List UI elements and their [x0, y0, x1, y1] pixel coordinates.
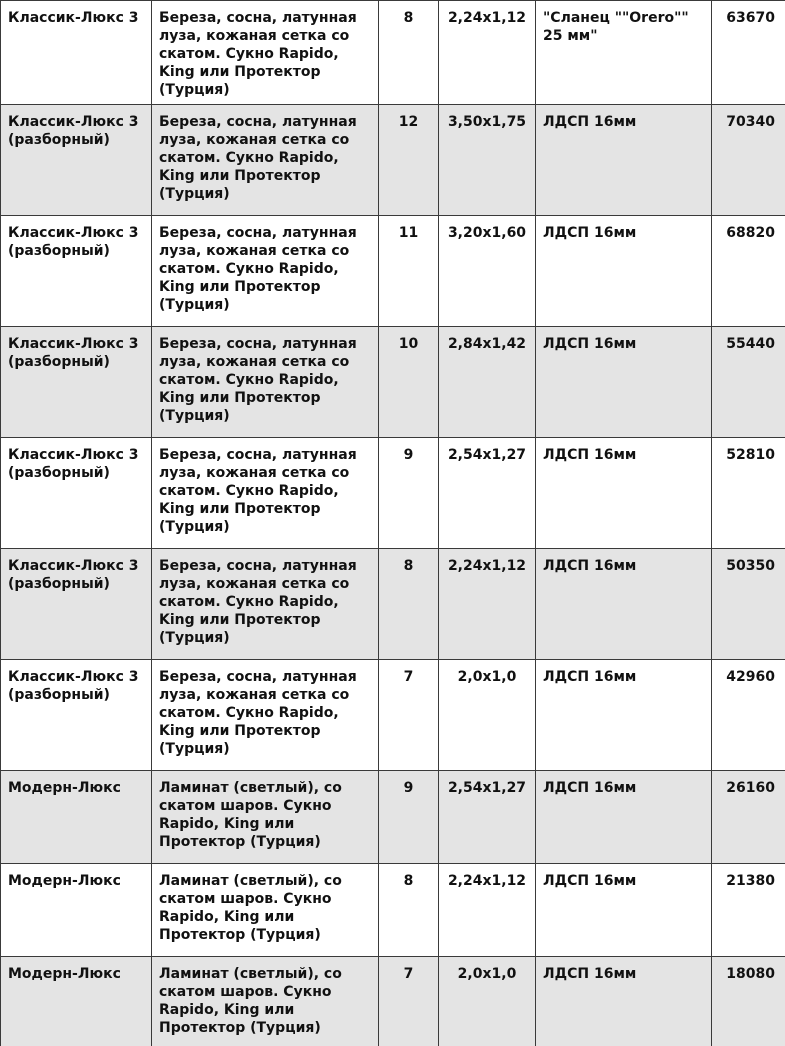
price-table-body — [1, 1, 785, 1046]
slate-cell: ЛДСП 16мм — [536, 438, 712, 549]
slate-cell: ЛДСП 16мм — [536, 864, 712, 957]
slate-cell: "Сланец ""Orero"" 25 мм" — [536, 1, 712, 105]
model-cell: Классик-Люкс 3 — [1, 1, 152, 105]
slate-cell: ЛДСП 16мм — [536, 105, 712, 216]
price-cell: 18080 — [712, 957, 785, 1046]
price-cell: 21380 — [712, 864, 785, 957]
material-cell: Ламинат (светлый), со скатом шаров. Сукно Rapido, King или Протектор (Турция) — [152, 771, 379, 864]
table-row — [1, 864, 785, 957]
model-cell: Классик-Люкс 3 (разборный) — [1, 438, 152, 549]
size-ft-cell: 7 — [379, 660, 439, 771]
model-cell: Модерн-Люкс — [1, 864, 152, 957]
dimensions-cell: 3,50x1,75 — [439, 105, 536, 216]
material-cell: Ламинат (светлый), со скатом шаров. Сукно Rapido, King или Протектор (Турция) — [152, 864, 379, 957]
table-row — [1, 216, 785, 327]
dimensions-cell: 2,0x1,0 — [439, 957, 536, 1046]
dimensions-cell: 2,54x1,27 — [439, 438, 536, 549]
material-cell: Береза, сосна, латунная луза, кожаная сетка со скатом. Сукно Rapido, King или Протектор (Турция) — [152, 327, 379, 438]
model-cell: Классик-Люкс 3 (разборный) — [1, 105, 152, 216]
size-ft-cell: 7 — [379, 957, 439, 1046]
table-row — [1, 660, 785, 771]
model-cell: Классик-Люкс 3 (разборный) — [1, 549, 152, 660]
size-ft-cell: 9 — [379, 771, 439, 864]
size-ft-cell: 12 — [379, 105, 439, 216]
dimensions-cell: 2,84x1,42 — [439, 327, 536, 438]
price-cell: 68820 — [712, 216, 785, 327]
slate-cell: ЛДСП 16мм — [536, 327, 712, 438]
model-cell: Модерн-Люкс — [1, 957, 152, 1046]
slate-cell: ЛДСП 16мм — [536, 957, 712, 1046]
material-cell: Береза, сосна, латунная луза, кожаная сетка со скатом. Сукно Rapido, King или Протектор (Турция) — [152, 216, 379, 327]
table-row — [1, 1, 785, 105]
model-cell: Классик-Люкс 3 (разборный) — [1, 660, 152, 771]
dimensions-cell: 3,20x1,60 — [439, 216, 536, 327]
size-ft-cell: 8 — [379, 864, 439, 957]
dimensions-cell: 2,0x1,0 — [439, 660, 536, 771]
price-cell: 55440 — [712, 327, 785, 438]
model-cell: Модерн-Люкс — [1, 771, 152, 864]
dimensions-cell: 2,24x1,12 — [439, 1, 536, 105]
table-row — [1, 438, 785, 549]
size-ft-cell: 8 — [379, 1, 439, 105]
size-ft-cell: 11 — [379, 216, 439, 327]
dimensions-cell: 2,54x1,27 — [439, 771, 536, 864]
material-cell: Береза, сосна, латунная луза, кожаная сетка со скатом. Сукно Rapido, King или Протектор (Турция) — [152, 105, 379, 216]
price-cell: 50350 — [712, 549, 785, 660]
material-cell: Ламинат (светлый), со скатом шаров. Сукно Rapido, King или Протектор (Турция) — [152, 957, 379, 1046]
material-cell: Береза, сосна, латунная луза, кожаная сетка со скатом. Сукно Rapido, King или Протектор (Турция) — [152, 438, 379, 549]
table-row — [1, 549, 785, 660]
table-row — [1, 105, 785, 216]
model-cell: Классик-Люкс 3 (разборный) — [1, 327, 152, 438]
price-cell: 63670 — [712, 1, 785, 105]
table-row — [1, 957, 785, 1046]
table-row — [1, 771, 785, 864]
size-ft-cell: 10 — [379, 327, 439, 438]
price-cell: 70340 — [712, 105, 785, 216]
dimensions-cell: 2,24x1,12 — [439, 864, 536, 957]
dimensions-cell: 2,24x1,12 — [439, 549, 536, 660]
material-cell: Береза, сосна, латунная луза, кожаная сетка со скатом. Сукно Rapido, King или Протектор (Турция) — [152, 549, 379, 660]
size-ft-cell: 9 — [379, 438, 439, 549]
material-cell: Береза, сосна, латунная луза, кожаная сетка со скатом. Сукно Rapido, King или Протектор (Турция) — [152, 660, 379, 771]
size-ft-cell: 8 — [379, 549, 439, 660]
model-cell: Классик-Люкс 3 (разборный) — [1, 216, 152, 327]
price-cell: 42960 — [712, 660, 785, 771]
slate-cell: ЛДСП 16мм — [536, 660, 712, 771]
slate-cell: ЛДСП 16мм — [536, 216, 712, 327]
price-cell: 26160 — [712, 771, 785, 864]
slate-cell: ЛДСП 16мм — [536, 771, 712, 864]
material-cell: Береза, сосна, латунная луза, кожаная сетка со скатом. Сукно Rapido, King или Протектор (Турция) — [152, 1, 379, 105]
price-cell: 52810 — [712, 438, 785, 549]
slate-cell: ЛДСП 16мм — [536, 549, 712, 660]
table-row — [1, 327, 785, 438]
